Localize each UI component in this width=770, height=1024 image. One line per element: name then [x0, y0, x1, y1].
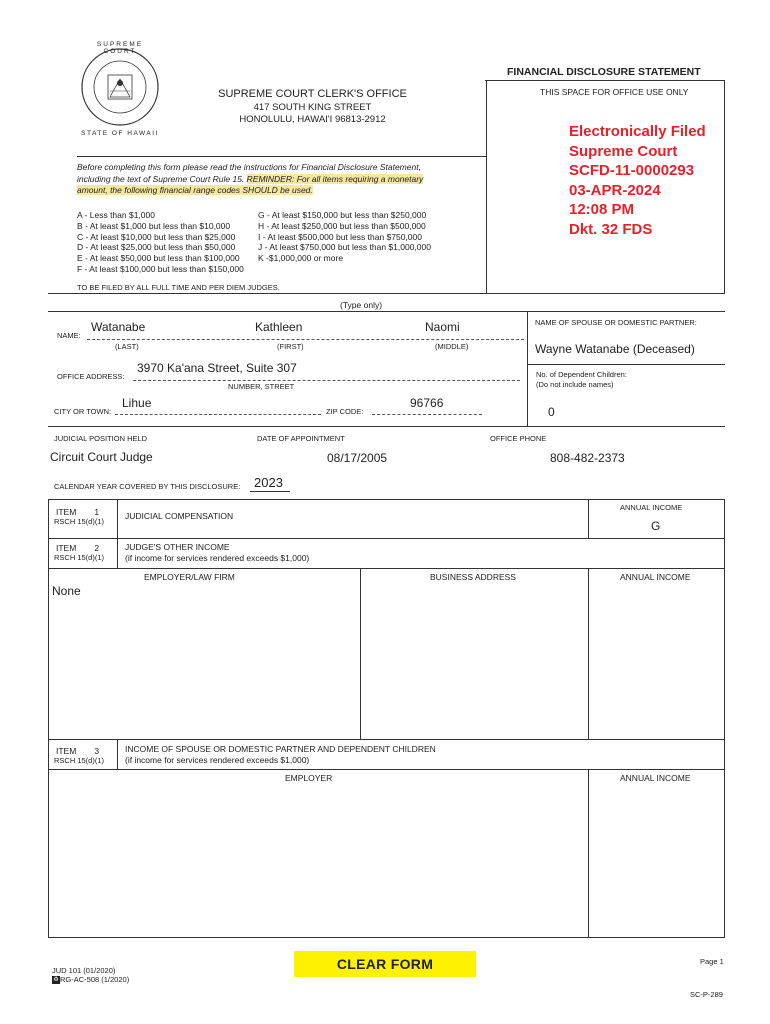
filed-by-note: TO BE FILED BY ALL FULL TIME AND PER DIEM JUDGES. — [77, 283, 280, 292]
item2-income-header: ANNUAL INCOME — [620, 572, 691, 582]
item1-income-label: ANNUAL INCOME — [620, 503, 683, 512]
range-code-e: E - At least $50,000 but less than $100,000 — [77, 253, 240, 264]
employer-law-firm-header: EMPLOYER/LAW FIRM — [144, 572, 235, 582]
electronic-filing-stamp — [569, 122, 706, 239]
instructions-line-2: including the text of Supreme Court Rule 15. — [77, 173, 245, 184]
position-label: JUDICIAL POSITION HELD — [54, 434, 148, 443]
dependents-label-2: (Do not include names) — [536, 380, 614, 389]
dependents-field[interactable]: 0 — [548, 405, 555, 419]
form-revision: ♻RG-AC-508 (1/2020) — [53, 975, 130, 984]
spouse-label: NAME OF SPOUSE OR DOMESTIC PARTNER: — [535, 318, 697, 327]
range-code-b: B - At least $1,000 but less than $10,000 — [77, 220, 231, 231]
range-code-k: K -$1,000,000 or more — [258, 253, 344, 264]
range-code-c: C - At least $10,000 but less than $25,000 — [77, 231, 236, 242]
zip-field[interactable]: 96766 — [410, 396, 444, 410]
instructions-line-3: amount, the following financial range codes SHOULD be used. — [77, 185, 313, 195]
phone-field[interactable]: 808-482-2373 — [550, 451, 625, 465]
range-code-a: A - Less than $1,000 — [77, 210, 155, 220]
office-name: SUPREME COURT CLERK'S OFFICE — [218, 88, 407, 100]
appointment-label: DATE OF APPOINTMENT — [257, 434, 345, 443]
item1-label: ITEM 1 — [56, 507, 100, 517]
appointment-field[interactable]: 08/17/2005 — [327, 451, 388, 465]
dependents-label — [536, 370, 627, 390]
item3-label: ITEM 3 — [56, 746, 100, 756]
stamp-line-2: Supreme Court — [569, 142, 678, 160]
reminder-text: REMINDER: For all items requiring a monetary — [246, 173, 424, 184]
city-field[interactable]: Lihue — [122, 396, 152, 410]
item2-rule: RSCH 15(d)(1) — [54, 553, 105, 562]
office-address-label: OFFICE ADDRESS: — [57, 372, 125, 381]
first-name-field[interactable]: Kathleen — [255, 320, 303, 334]
position-field[interactable]: Circuit Court Judge — [50, 450, 153, 464]
stamp-line-5: 12:08 PM — [569, 201, 635, 218]
seal-top-text: SUPREME COURT — [96, 41, 144, 55]
item2-employer-field[interactable]: None — [52, 584, 81, 598]
item3-income-header: ANNUAL INCOME — [620, 773, 691, 783]
court-seal — [80, 47, 160, 127]
page-number: Page 1 — [700, 957, 724, 966]
office-use-label: THIS SPACE FOR OFFICE USE ONLY — [540, 87, 689, 97]
zip-label: ZIP CODE: — [326, 407, 364, 416]
business-address-header: BUSINESS ADDRESS — [430, 572, 516, 582]
form-number: JUD 101 (01/2020) — [52, 966, 116, 975]
item1-rule: RSCH 15(d)(1) — [54, 517, 105, 526]
stamp-line-1: Electronically Filed — [569, 123, 706, 140]
calendar-year-field[interactable]: 2023 — [254, 475, 283, 490]
stamp-line-3: SCFD-11-0000293 — [569, 162, 695, 179]
type-only-note: (Type only) — [340, 300, 383, 310]
middle-label: (MIDDLE) — [435, 342, 469, 351]
form-code: SC-P-289 — [690, 990, 723, 999]
office-address-line-1: 417 SOUTH KING STREET — [253, 102, 372, 113]
range-code-h: H - At least $250,000 but less than $500,000 — [258, 220, 426, 231]
range-codes-left — [77, 210, 244, 275]
item3-rule: RSCH 15(d)(1) — [54, 756, 105, 765]
middle-name-field[interactable]: Naomi — [425, 320, 460, 334]
item3-subtitle: (if income for services rendered exceeds $1,000) — [125, 755, 310, 765]
calendar-year-label: CALENDAR YEAR COVERED BY THIS DISCLOSURE: — [54, 482, 241, 491]
instructions — [77, 162, 482, 197]
item3-title: INCOME OF SPOUSE OR DOMESTIC PARTNER AND DEPENDENT CHILDREN — [125, 744, 436, 754]
range-code-d: D - At least $25,000 but less than $50,000 — [77, 242, 236, 253]
stamp-line-4: 03-APR-2024 — [569, 181, 661, 199]
recycle-icon: ♻ — [53, 977, 59, 984]
city-label: CITY OR TOWN: — [54, 407, 112, 416]
first-label: (FIRST) — [277, 342, 304, 351]
stamp-line-6: Dkt. 32 FDS — [569, 220, 653, 238]
range-code-j: J - At least $750,000 but less than $1,000,000 — [258, 242, 431, 253]
office-address-field[interactable]: 3970 Ka'ana Street, Suite 307 — [137, 361, 297, 375]
last-name-field[interactable]: Watanabe — [91, 320, 146, 334]
instructions-line-1: Before completing this form please read the instructions for Financial Disclosure Statement, — [77, 162, 421, 172]
item3-employer-header: EMPLOYER — [285, 773, 333, 783]
item2-title: JUDGE'S OTHER INCOME — [125, 542, 230, 552]
form-title: FINANCIAL DISCLOSURE STATEMENT — [507, 66, 701, 78]
clear-form-button[interactable]: CLEAR FORM — [294, 951, 476, 977]
range-codes-right — [258, 210, 431, 264]
number-street-label: NUMBER, STREET — [228, 382, 295, 391]
item2-subtitle: (if income for services rendered exceeds $1,000) — [125, 553, 310, 563]
range-code-f: F - At least $100,000 but less than $150,000 — [77, 263, 244, 274]
name-label: NAME: — [57, 331, 81, 340]
phone-label: OFFICE PHONE — [490, 434, 547, 443]
office-address-line-2: HONOLULU, HAWAI'I 96813-2912 — [239, 114, 386, 125]
item2-label: ITEM 2 — [56, 543, 100, 553]
dependents-label-1: No. of Dependent Children: — [536, 370, 627, 379]
item1-income-field[interactable]: G — [651, 519, 661, 533]
judicial-compensation-title: JUDICIAL COMPENSATION — [125, 511, 234, 521]
range-code-i: I - At least $500,000 but less than $750,000 — [258, 231, 422, 242]
last-label: (LAST) — [115, 342, 139, 351]
seal-bottom-text: STATE OF HAWAII — [81, 130, 159, 137]
spouse-name-field[interactable]: Wayne Watanabe (Deceased) — [535, 342, 695, 356]
range-code-g: G - At least $150,000 but less than $250,000 — [258, 210, 427, 220]
